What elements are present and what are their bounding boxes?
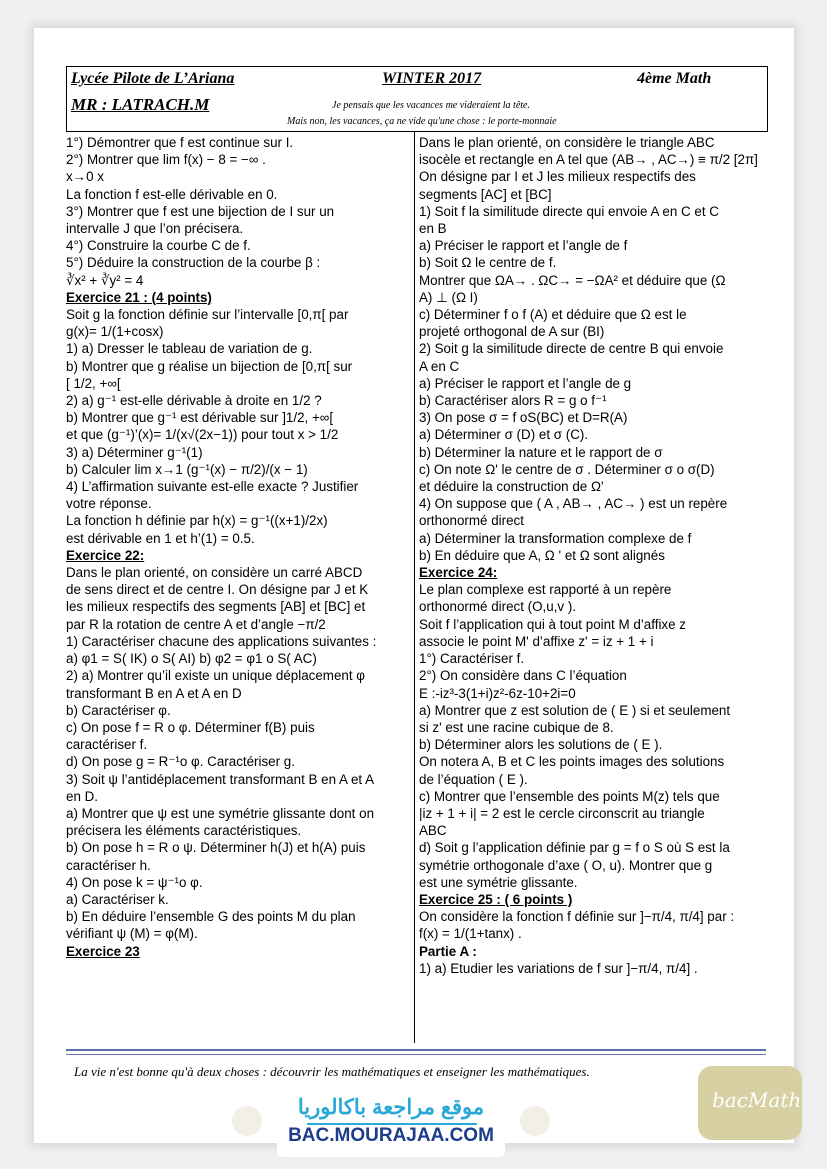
text-line: a) φ1 = S( IK) o S( AI) b) φ2 = φ1 o S( AC) [66, 651, 317, 667]
text-line: f(x) = 1/(1+tanx) . [419, 926, 522, 942]
text-line: g(x)= 1/(1+cosx) [66, 324, 164, 340]
text-line: 4) L’affirmation suivante est-elle exacte ? Justifier [66, 479, 359, 495]
site-url[interactable]: BAC.MOURAJAA.COM [288, 1125, 494, 1146]
text-line: Le plan complexe est rapporté à un repère [419, 582, 672, 598]
text-line: est dérivable en 1 et h’(1) = 0.5. [66, 530, 255, 546]
text-line: a) Montrer que ψ est une symétrie glissante dont on [66, 805, 375, 821]
text-line: 1) a) Dresser le tableau de variation de g. [66, 341, 313, 357]
exercise-heading: Exercice 25 : ( 6 points ) [419, 891, 573, 907]
text-line: 2) a) Montrer qu’il existe un unique déplacement φ [66, 668, 365, 684]
school-name: Lycée Pilote de L’Ariana [71, 70, 235, 87]
text-line: a) Montrer que z est solution de ( E ) si et seulement [419, 702, 731, 718]
book-logo-icon-right [520, 1106, 550, 1136]
header-quote-line-2: Mais non, les vacances, ça ne vide qu'une chose : le porte-monnaie [287, 116, 557, 127]
text-line: 3) a) Déterminer g⁻¹(1) [66, 444, 203, 460]
text-line: b) En déduire l’ensemble G des points M du plan [66, 909, 356, 925]
text-line: 5°) Déduire la construction de la courbe β : [66, 255, 321, 271]
text-line: c) Montrer que l’ensemble des points M(z) tels que [419, 788, 720, 804]
text-line: ABC [419, 823, 447, 839]
text-line: a) Préciser le rapport et l’angle de f [419, 238, 628, 254]
text-line: est une symétrie glissante. [419, 874, 578, 890]
text-line: caractériser f. [66, 737, 148, 753]
text-line: a) Caractériser k. [66, 891, 169, 907]
text-line: orthonormé direct [419, 513, 524, 529]
text-line: b) Soit Ω le centre de f. [419, 255, 557, 271]
text-line: en B [419, 221, 447, 237]
text-line: symétrie orthogonale d’axe ( O, u). Montrer que g [419, 857, 713, 873]
text-line: On considère la fonction f définie sur ]−π/4, π/4] par : [419, 909, 735, 925]
exercise-heading: Exercice 24: [419, 565, 498, 581]
text-line: 2) Soit g la similitude directe de centre B qui envoie [419, 341, 724, 357]
text-line: b) Déterminer alors les solutions de ( E ). [419, 737, 663, 753]
text-line: |iz + 1 + i| = 2 est le cercle circonscrit au triangle [419, 805, 705, 821]
text-line: b) Calculer lim x→1 (g⁻¹(x) − π/2)/(x − 1) [66, 461, 308, 477]
text-line: intervalle J que l’on précisera. [66, 221, 244, 237]
right-column [419, 134, 771, 977]
text-line: les milieux respectifs des segments [AB] et [BC] et [66, 599, 366, 615]
exercise-heading: Exercice 22: [66, 547, 145, 563]
text-line: a) Déterminer la transformation complexe de f [419, 530, 692, 546]
text-line: de sens direct et de centre I. On désigne par J et K [66, 582, 369, 598]
text-line: vérifiant ψ (M) = φ(M). [66, 926, 198, 942]
text-line: 4°) Construire la courbe C de f. [66, 238, 251, 254]
text-line: [ 1/2, +∞[ [66, 375, 121, 391]
text-line: 4) On suppose que ( A , AB→ , AC→ ) est un repère [419, 496, 728, 512]
text-line: 3) Soit ψ l’antidéplacement transformant B en A et A [66, 771, 375, 787]
teacher-name: MR : LATRACH.M [71, 95, 210, 114]
text-line: b) En déduire que A, Ω ' et Ω sont alignés [419, 547, 665, 563]
text-line: associe le point M' d’affixe z' = iz + 1 + i [419, 633, 654, 649]
bacmath-logo [698, 1066, 802, 1140]
text-line: si z' est une racine cubique de 8. [419, 719, 614, 735]
text-line: A en C [419, 358, 460, 374]
text-line: La fonction f est-elle dérivable en 0. [66, 186, 278, 202]
text-line: en D. [66, 788, 99, 804]
text-line: A) ⊥ (Ω I) [419, 289, 478, 305]
text-line: Soit f l’application qui à tout point M d’affixe z [419, 616, 686, 632]
text-line: caractériser h. [66, 857, 151, 873]
text-line: de l’équation ( E ). [419, 771, 528, 787]
document-header [66, 66, 768, 132]
text-line: d) Soit g l’application définie par g = f o S où S est la [419, 840, 730, 856]
text-line: On notera A, B et C les points images des solutions [419, 754, 725, 770]
footer-quote: La vie n'est bonne qu'à deux choses : découvrir les mathématiques et enseigner les mathématiques. [74, 1064, 590, 1079]
text-line: transformant B en A et A en D [66, 685, 242, 701]
text-line: et déduire la construction de Ω' [419, 479, 604, 495]
site-name-arabic: موقع مراجعة باكالوريا [297, 1096, 485, 1119]
class-level: 4ème Math [637, 70, 712, 87]
text-line: isocèle et rectangle en A tel que (AB→ , AC→) ≡ π/2 [2π] [419, 152, 758, 168]
text-line: Dans le plan orienté, on considère le triangle ABC [419, 135, 715, 150]
text-line: projeté orthogonal de A sur (BI) [419, 324, 605, 340]
text-line: et que (g⁻¹)’(x)= 1/(x√(2x−1)) pour tout x > 1/2 [66, 427, 339, 443]
text-line: Partie A : [419, 943, 477, 959]
exercise-heading: Exercice 23 [66, 943, 140, 959]
text-line: c) On pose f = R o φ. Déterminer f(B) puis [66, 719, 315, 735]
column-divider [414, 131, 415, 1043]
text-line: c) Déterminer f o f (A) et déduire que Ω est le [419, 307, 687, 323]
text-line: par R la rotation de centre A et d’angle −π/2 [66, 616, 326, 632]
text-line: b) Montrer que g réalise un bijection de [0,π[ sur [66, 358, 353, 374]
book-logo-icon [232, 1106, 262, 1136]
text-line: 1) Soit f la similitude directe qui envoie A en C et C [419, 203, 719, 219]
site-banner[interactable] [277, 1087, 505, 1157]
text-line: 3°) Montrer que f est une bijection de I sur un [66, 203, 335, 219]
text-line: 1) Caractériser chacune des applications suivantes : [66, 633, 377, 649]
text-line: On désigne par I et J les milieux respectifs des [419, 169, 696, 185]
text-line: Dans le plan orienté, on considère un carré ABCD [66, 565, 363, 581]
text-line: b) Montrer que g⁻¹ est dérivable sur ]1/2, +∞[ [66, 410, 334, 426]
text-line: votre réponse. [66, 496, 152, 512]
text-line: Montrer que ΩA→ . ΩC→ = −ΩA² et déduire que (Ω [419, 272, 726, 288]
text-line: b) Caractériser alors R = g o f⁻¹ [419, 393, 607, 409]
text-line: 1°) Caractériser f. [419, 651, 525, 667]
text-line: c) On note Ω' le centre de σ . Déterminer σ o σ(D) [419, 461, 715, 477]
text-line: 1°) Démontrer que f est continue sur I. [66, 135, 294, 150]
text-line: précisera les éléments caractéristiques. [66, 823, 302, 839]
text-line: La fonction h définie par h(x) = g⁻¹((x+1)/2x) [66, 513, 328, 529]
text-line: 3) On pose σ = f oS(BC) et D=R(A) [419, 410, 628, 426]
text-line: E :-iz³-3(1+i)z²-6z-10+2i=0 [419, 685, 576, 701]
footer-rule [66, 1049, 766, 1051]
text-line: 1) a) Etudier les variations de f sur ]−π/4, π/4] . [419, 960, 698, 976]
text-line: segments [AC] et [BC] [419, 186, 552, 202]
text-line: a) Préciser le rapport et l’angle de g [419, 375, 632, 391]
bacmath-logo-text: bacMath [712, 1088, 802, 1112]
text-line: b) Caractériser φ. [66, 702, 171, 718]
text-line: 2°) On considère dans C l’équation [419, 668, 627, 684]
text-line: orthonormé direct (O,u,v ). [419, 599, 577, 615]
text-line: 2) a) g⁻¹ est-elle dérivable à droite en 1/2 ? [66, 393, 322, 409]
exercise-heading: Exercice 21 : (4 points) [66, 289, 212, 305]
text-line: ∛x² + ∛y² = 4 [66, 272, 144, 288]
text-line: b) Déterminer la nature et le rapport de σ [419, 444, 663, 460]
text-line: 2°) Montrer que lim f(x) − 8 = −∞ . [66, 152, 266, 168]
left-column [66, 134, 412, 960]
text-line: a) Déterminer σ (D) et σ (C). [419, 427, 589, 443]
text-line: Soit g la fonction définie sur l’intervalle [0,π[ par [66, 307, 349, 323]
text-line: x→0 x [66, 169, 104, 185]
footer-rule-thin [66, 1054, 766, 1055]
text-line: 4) On pose k = ψ⁻¹o φ. [66, 874, 203, 890]
header-quote-line-1: Je pensais que les vacances me videraient la tête. [332, 100, 530, 111]
text-line: b) On pose h = R o ψ. Déterminer h(J) et h(A) puis [66, 840, 366, 856]
text-line: d) On pose g = R⁻¹o φ. Caractériser g. [66, 754, 295, 770]
session-label: WINTER 2017 [382, 70, 482, 87]
